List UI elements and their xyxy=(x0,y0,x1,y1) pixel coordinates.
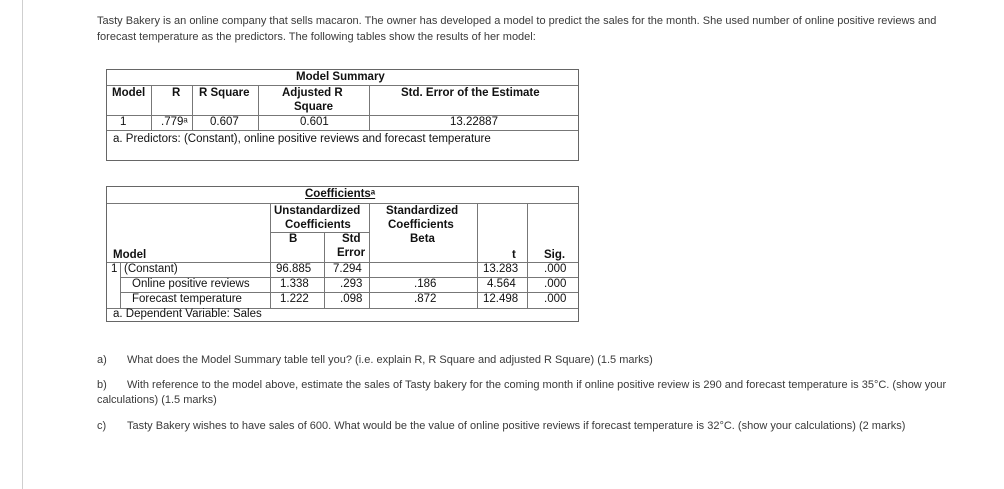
coef-row-label: Online positive reviews xyxy=(132,278,250,290)
row-r: .779ᵃ xyxy=(161,116,188,128)
coefficients-title: Coefficientsᵃ xyxy=(305,188,376,200)
question-b-marker: b) xyxy=(97,379,107,391)
question-c-marker: c) xyxy=(97,420,107,432)
header-b: B xyxy=(289,233,298,245)
row-std-error: 13.22887 xyxy=(450,116,498,128)
coefficients-footnote: a. Dependent Variable: Sales xyxy=(113,308,262,320)
coef-row-t: 12.498 xyxy=(483,293,519,305)
coef-row-label: (Constant) xyxy=(124,263,178,275)
page-left-margin-rule xyxy=(22,0,23,489)
header-standardized-coefficients: Coefficients xyxy=(388,219,454,231)
question-b-text: With reference to the model above, estimate the sales of Tasty bakery for the coming month if online positive review is 290 and forecast temperature is 35°C. (show your xyxy=(127,379,947,391)
header-unstandardized-coefficients: Coefficients xyxy=(285,219,351,231)
coef-row-t: 4.564 xyxy=(487,278,516,290)
coef-row-sig: .000 xyxy=(544,263,567,275)
model-summary-footnote: a. Predictors: (Constant), online positive reviews and forecast temperature xyxy=(113,133,491,145)
header-std-error-2: Error xyxy=(337,247,366,259)
coef-row-b: 1.338 xyxy=(280,278,309,290)
header-t: t xyxy=(512,249,516,261)
model-number: 1 xyxy=(111,263,118,275)
coef-row-sig: .000 xyxy=(544,293,567,305)
header-model: Model xyxy=(112,87,146,99)
divider xyxy=(107,130,578,131)
row-model: 1 xyxy=(120,116,127,128)
intro-paragraph: Tasty Bakery is an online company that sells macaron. The owner has developed a model to predict the sales for the month. She used number of online positive reviews and forecast temperature as the predictors. The following tables show the results of her model: xyxy=(97,15,937,43)
coef-row-se: 7.294 xyxy=(333,263,362,275)
coef-row-sig: .000 xyxy=(544,278,567,290)
question-b-text-cont: calculations) (1.5 marks) xyxy=(97,394,217,406)
model-summary-table xyxy=(106,69,579,161)
divider xyxy=(369,85,370,130)
header-beta: Beta xyxy=(410,233,435,245)
header-unstandardized: Unstandardized xyxy=(274,205,361,217)
divider xyxy=(107,85,578,86)
divider xyxy=(324,232,325,308)
header-sig: Sig. xyxy=(544,249,566,261)
coef-row-beta: .186 xyxy=(414,278,437,290)
header-r-square: R Square xyxy=(199,87,250,99)
question-a-text: What does the Model Summary table tell you? (i.e. explain R, R Square and adjusted R Square) (1.5 marks) xyxy=(127,354,653,366)
header-standardized: Standardized xyxy=(386,205,459,217)
coef-row-se: .098 xyxy=(340,293,363,305)
coef-row-label: Forecast temperature xyxy=(132,293,242,305)
divider xyxy=(151,85,152,130)
divider xyxy=(120,263,121,308)
header-r: R xyxy=(172,87,181,99)
model-summary-title: Model Summary xyxy=(296,71,385,83)
header-model: Model xyxy=(113,249,147,261)
divider xyxy=(192,85,193,130)
coef-row-b: 1.222 xyxy=(280,293,309,305)
coefficients-table xyxy=(106,186,579,322)
coef-row-se: .293 xyxy=(340,278,363,290)
header-adjusted-square: Square xyxy=(294,101,333,113)
coef-row-t: 13.283 xyxy=(483,263,519,275)
question-c-text: Tasty Bakery wishes to have sales of 600. What would be the value of online positive reviews if forecast temperature is 32°C. (show your calculations) (2 marks) xyxy=(127,420,906,432)
coef-row-b: 96.885 xyxy=(276,263,312,275)
row-adjusted-r-square: 0.601 xyxy=(300,116,329,128)
coef-row-beta: .872 xyxy=(414,293,437,305)
header-std-error: Std. Error of the Estimate xyxy=(401,87,540,99)
row-r-square: 0.607 xyxy=(210,116,239,128)
question-a-marker: a) xyxy=(97,354,107,366)
divider xyxy=(258,85,259,130)
divider xyxy=(107,203,578,204)
header-adjusted-r: Adjusted R xyxy=(282,87,343,99)
header-std-error-1: Std xyxy=(342,233,361,245)
